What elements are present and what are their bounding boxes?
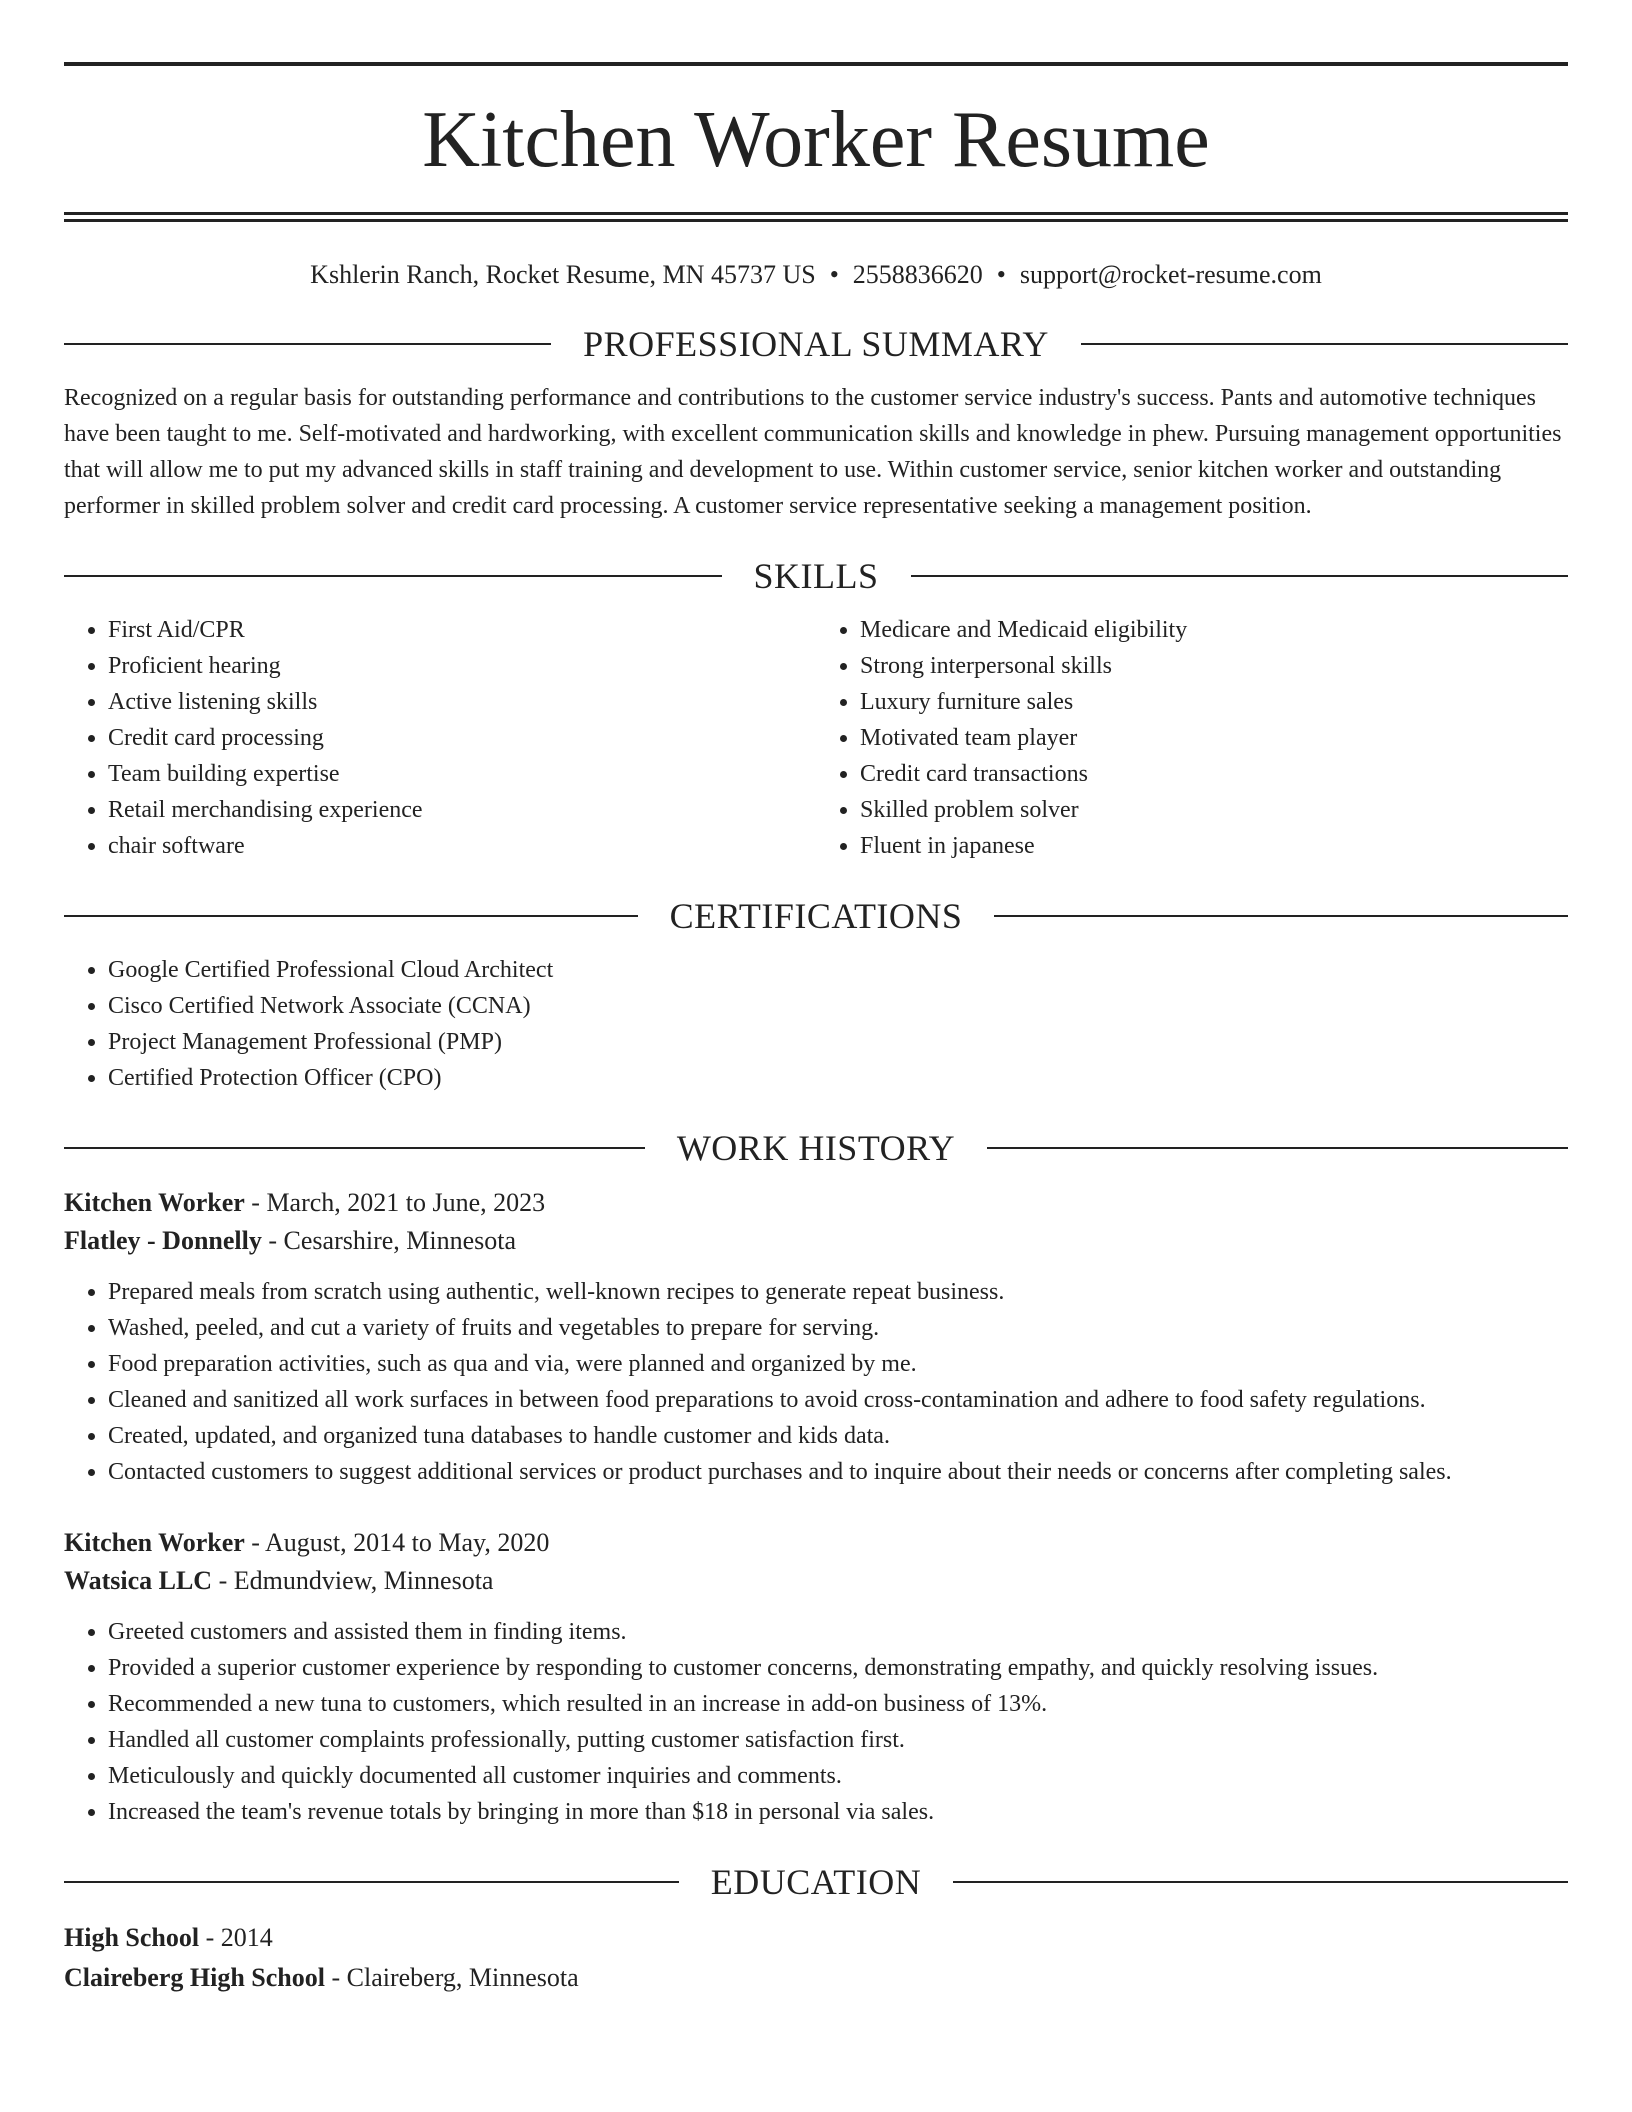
skill-item: • Retail merchandising experience: [108, 792, 816, 828]
job-duty: • Increased the team's revenue totals by bringing in more than $18 in personal via sales.: [108, 1794, 1568, 1830]
skill-item: • Active listening skills: [108, 684, 816, 720]
contact-email: support@rocket-resume.com: [1019, 260, 1322, 289]
job-entry: [64, 1184, 1568, 1490]
job-duty: • Recommended a new tuna to customers, which resulted in an increase in add-on business of 13%.: [108, 1686, 1568, 1722]
divider: [911, 575, 1569, 577]
section-title: CERTIFICATIONS: [669, 896, 963, 936]
section-title: PROFESSIONAL SUMMARY: [583, 324, 1049, 364]
job-dates: - August, 2014 to May, 2020: [244, 1528, 550, 1557]
job-duty: • Prepared meals from scratch using authentic, well-known recipes to generate repeat business.: [108, 1274, 1568, 1310]
skill-item: • Skilled problem solver: [860, 792, 1568, 828]
certification-item: • Cisco Certified Network Associate (CCNA): [108, 988, 1568, 1024]
contact-separator: •: [996, 260, 1006, 289]
title-double-rule: [64, 212, 1568, 222]
job-dates: - March, 2021 to June, 2023: [244, 1188, 546, 1217]
contact-line: [64, 258, 1568, 292]
skill-item: • chair software: [108, 828, 816, 864]
divider: [1081, 343, 1568, 345]
job-duties-list: [64, 1274, 1568, 1490]
contact-phone: 2558836620: [852, 260, 983, 289]
skills-grid: [64, 612, 1568, 864]
skill-item: • Team building expertise: [108, 756, 816, 792]
education-school-line: [64, 1958, 1568, 1998]
divider: [994, 915, 1568, 917]
job-duty: • Greeted customers and assisted them in finding items.: [108, 1614, 1568, 1650]
divider: [64, 915, 638, 917]
skills-list-left: [64, 612, 816, 864]
education-section-header: [64, 1860, 1568, 1904]
divider: [64, 1881, 679, 1883]
skills-section-header: [64, 554, 1568, 598]
skills-list-right: [816, 612, 1568, 864]
section-title: SKILLS: [753, 556, 879, 596]
job-title: Kitchen Worker: [64, 1188, 245, 1217]
job-company-line: [64, 1222, 1568, 1260]
divider: [64, 575, 722, 577]
top-rule: [64, 62, 1568, 66]
divider: [64, 1147, 645, 1149]
education-degree: High School: [64, 1923, 200, 1952]
summary-section-header: [64, 322, 1568, 366]
job-entry: [64, 1524, 1568, 1830]
education-location: - Claireberg, Minnesota: [324, 1963, 579, 1992]
certification-item: • Project Management Professional (PMP): [108, 1024, 1568, 1060]
section-title: WORK HISTORY: [676, 1128, 956, 1168]
job-duty: • Food preparation activities, such as qua and via, were planned and organized by me.: [108, 1346, 1568, 1382]
resume-title: Kitchen Worker Resume: [422, 96, 1210, 184]
section-title: EDUCATION: [710, 1862, 922, 1902]
certifications-section-header: [64, 894, 1568, 938]
job-duty: • Meticulously and quickly documented all customer inquiries and comments.: [108, 1758, 1568, 1794]
education-school: Claireberg High School: [64, 1963, 325, 1992]
divider: [953, 1881, 1568, 1883]
education-year: - 2014: [199, 1923, 273, 1952]
job-title: Kitchen Worker: [64, 1528, 245, 1557]
skill-item: • Credit card processing: [108, 720, 816, 756]
job-location: - Edmundview, Minnesota: [212, 1566, 494, 1595]
job-duty: • Handled all customer complaints professionally, putting customer satisfaction first.: [108, 1722, 1568, 1758]
skill-item: • Credit card transactions: [860, 756, 1568, 792]
skill-item: • Proficient hearing: [108, 648, 816, 684]
job-duty: • Created, updated, and organized tuna databases to handle customer and kids data.: [108, 1418, 1568, 1454]
job-duty: • Washed, peeled, and cut a variety of fruits and vegetables to prepare for serving.: [108, 1310, 1568, 1346]
job-duties-list: [64, 1614, 1568, 1830]
job-company: Flatley - Donnelly: [64, 1226, 262, 1255]
certification-item: • Certified Protection Officer (CPO): [108, 1060, 1568, 1096]
skill-item: • First Aid/CPR: [108, 612, 816, 648]
skill-item: • Luxury furniture sales: [860, 684, 1568, 720]
summary-text: Recognized on a regular basis for outstanding performance and contributions to the customer service industry's success. Pants and automotive techniques have been taught to me. Self-motivated and hardworking, with excellent communication skills and knowledge in phew. Pursuing management opportunities that will allow me to put my advanced skills in staff training and development to use. Within customer service, senior kitchen worker and outstanding performer in skilled problem solver and credit card processing. A customer service representative seeking a management position.: [64, 385, 1562, 519]
divider: [64, 343, 551, 345]
education-degree-line: [64, 1918, 1568, 1958]
divider: [987, 1147, 1568, 1149]
contact-separator: •: [829, 260, 839, 289]
job-title-line: [64, 1184, 1568, 1222]
job-duty: • Provided a superior customer experience by responding to customer concerns, demonstrating empathy, and quickly resolving issues.: [108, 1650, 1568, 1686]
job-duty: • Contacted customers to suggest additional services or product purchases and to inquire about their needs or concerns after completing sales.: [108, 1454, 1568, 1490]
job-title-line: [64, 1524, 1568, 1562]
certifications-list: [64, 952, 1568, 1096]
job-company-line: [64, 1562, 1568, 1600]
work-history-section-header: [64, 1126, 1568, 1170]
certification-item: • Google Certified Professional Cloud Architect: [108, 952, 1568, 988]
skill-item: • Medicare and Medicaid eligibility: [860, 612, 1568, 648]
skill-item: • Strong interpersonal skills: [860, 648, 1568, 684]
job-location: - Cesarshire, Minnesota: [261, 1226, 517, 1255]
skill-item: • Fluent in japanese: [860, 828, 1568, 864]
skill-item: • Motivated team player: [860, 720, 1568, 756]
job-company: Watsica LLC: [64, 1566, 213, 1595]
job-duty: • Cleaned and sanitized all work surfaces in between food preparations to avoid cross-contamination and adhere to food safety regulations.: [108, 1382, 1568, 1418]
contact-address: Kshlerin Ranch, Rocket Resume, MN 45737 US: [310, 260, 816, 289]
